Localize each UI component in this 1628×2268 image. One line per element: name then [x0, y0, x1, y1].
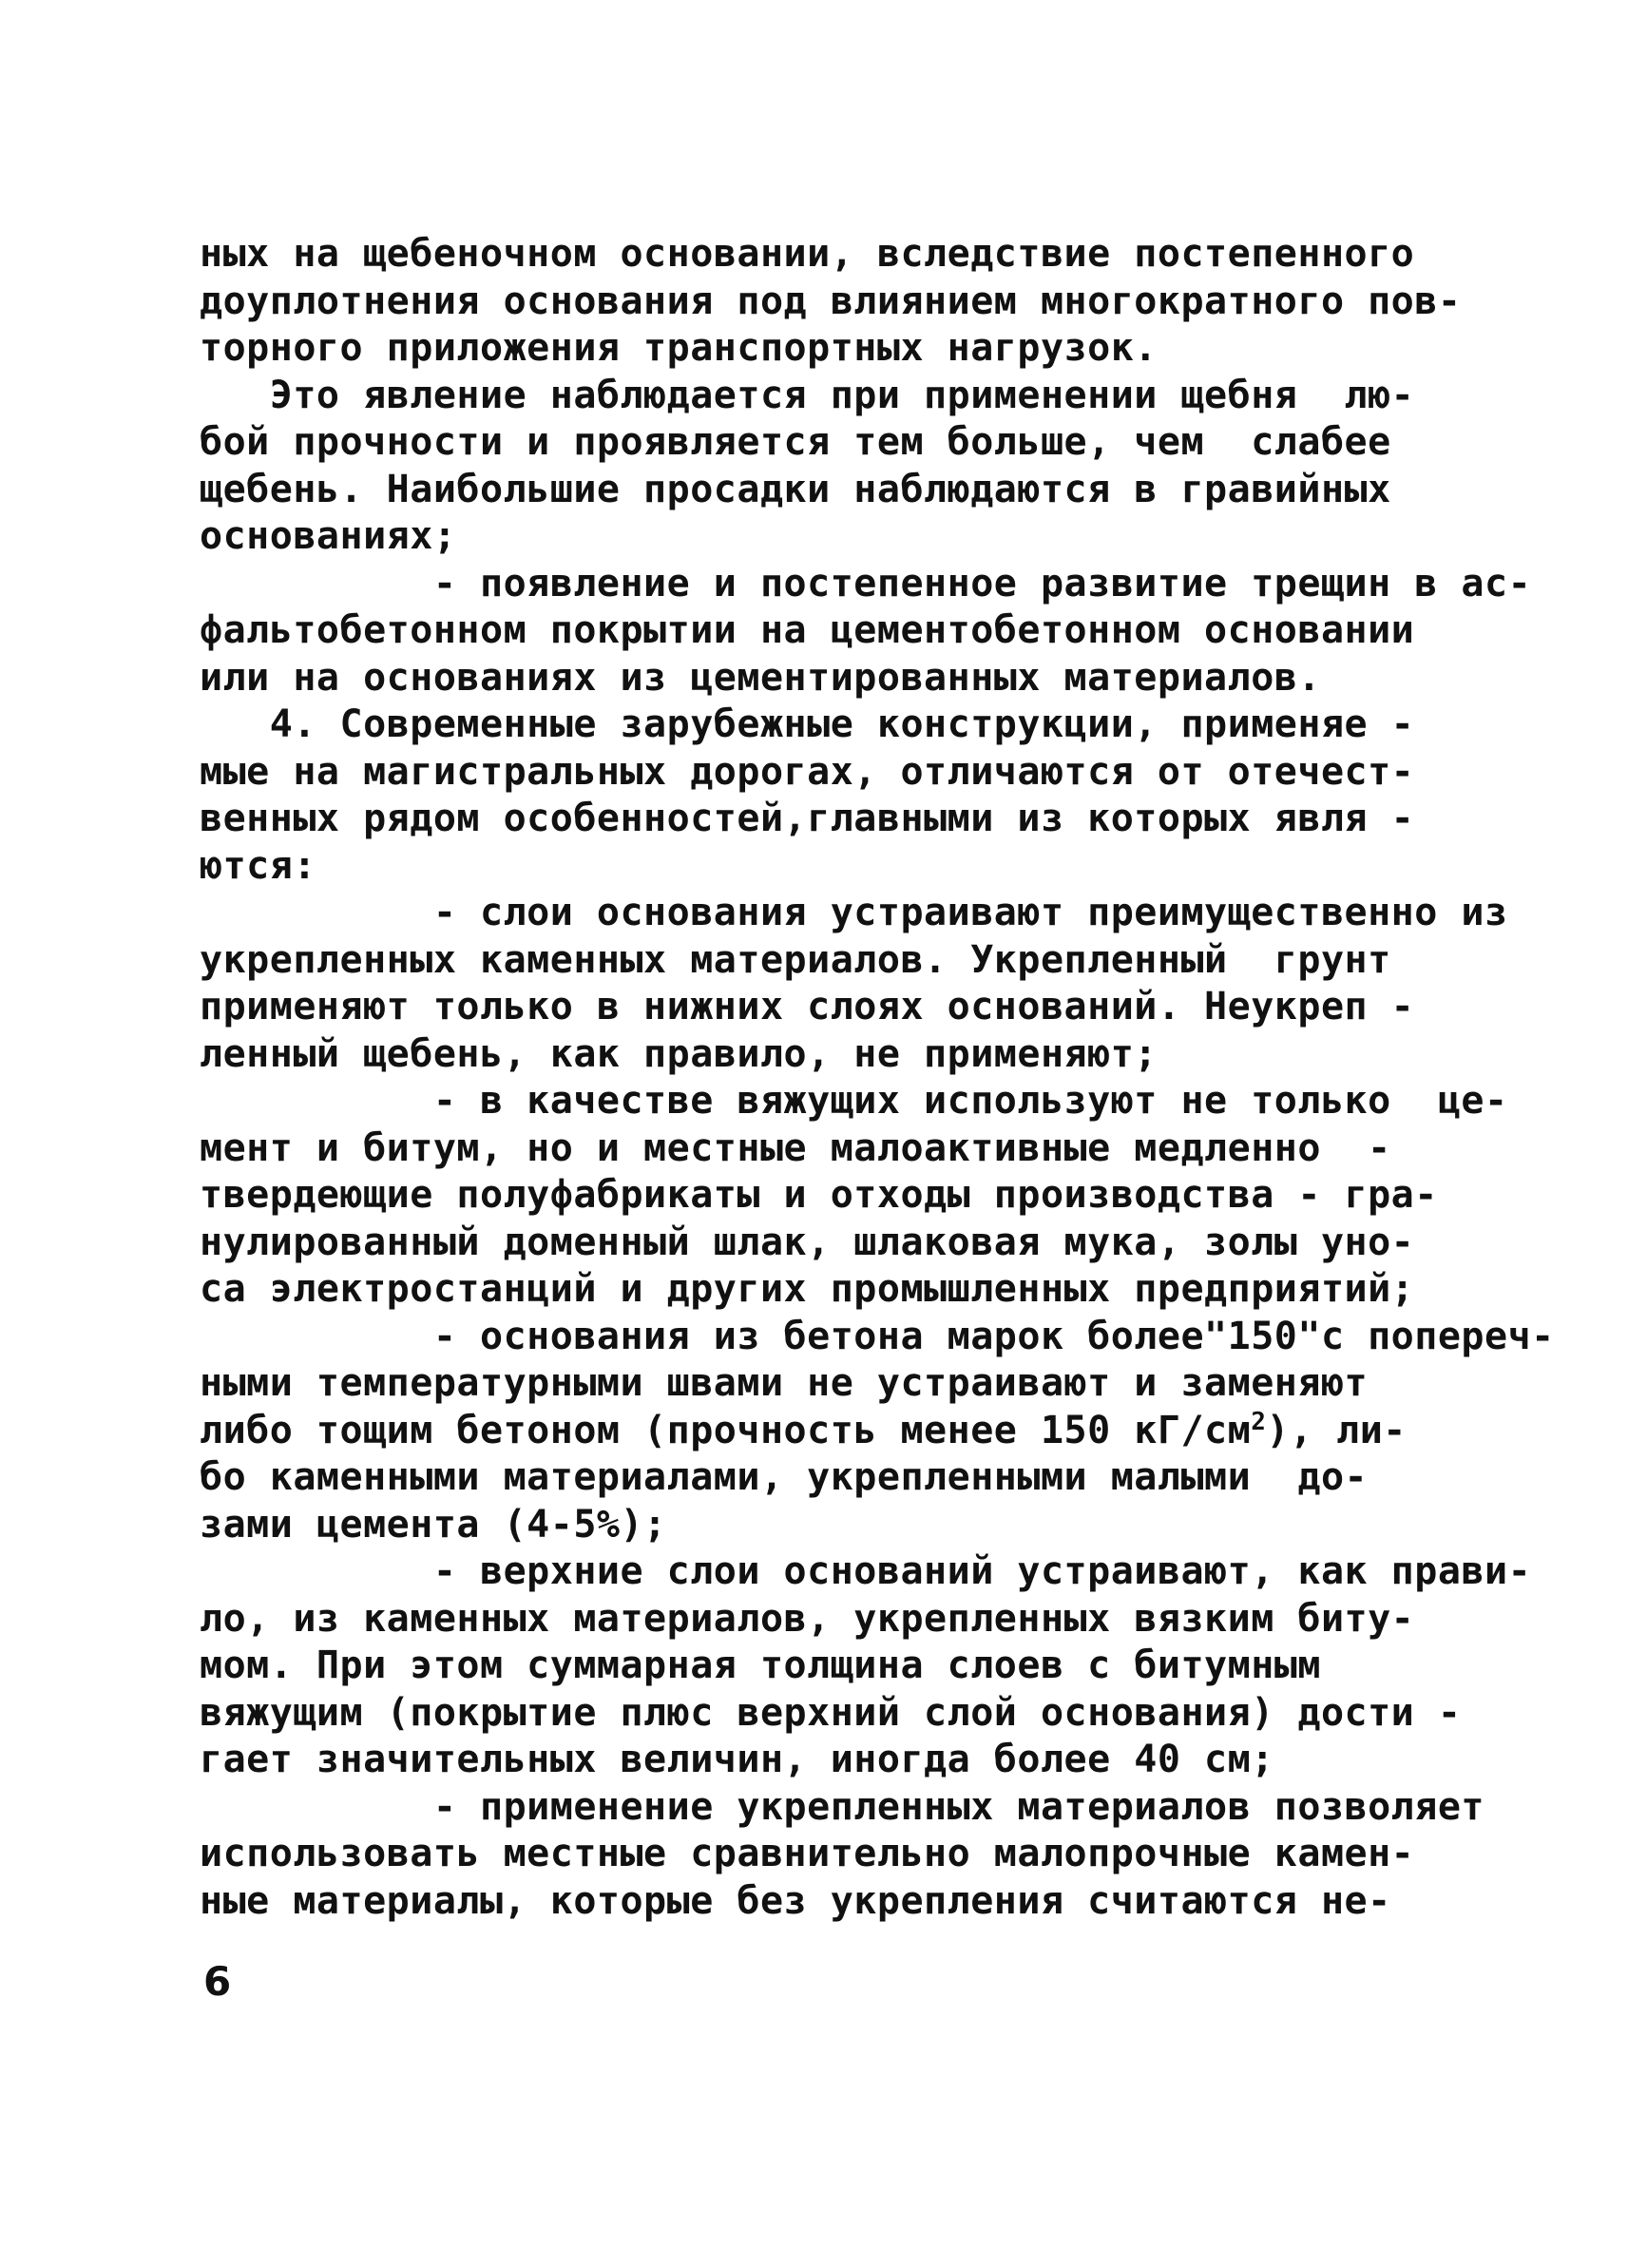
text-line: мент и битум, но и местные малоактивные медленно - [200, 1125, 1391, 1170]
text-line: вяжущим (покрытие плюс верхний слой основания) дости - [200, 1690, 1462, 1735]
text-line: бой прочности и проявляется тем больше, чем слабее [200, 420, 1391, 464]
text-line: - слои основания устраивают преимущественно из [200, 891, 1508, 934]
text-line: бо каменными материалами, укрепленными малыми до- [200, 1455, 1369, 1499]
text-line: - основания из бетона марок более"150"с попереч- [200, 1314, 1555, 1358]
text-line: или на основаниях из цементированных материалов. [200, 655, 1321, 700]
text-line: основаниях; [200, 514, 457, 558]
text-line: фальтобетонном покрытии на цементобетонном основании [200, 608, 1415, 652]
text-line: торного приложения транспортных нагрузок. [200, 326, 1158, 370]
text-line-end: ), ли- [1266, 1408, 1407, 1452]
text-line: - в качестве вяжущих используют не только це- [200, 1079, 1508, 1123]
text-line: са электростанций и других промышленных предприятий; [200, 1267, 1415, 1311]
body-text [200, 231, 1555, 1925]
text-line: ных на щебеночном основании, вследствие постепенного [200, 232, 1415, 276]
text-line: венных рядом особенностей,главными из которых явля - [200, 797, 1415, 840]
text-line: зами цемента (4-5%); [200, 1502, 667, 1547]
text-line: ные материалы, которые без укрепления считаются не- [200, 1878, 1391, 1923]
unit-superscript: 2 [1251, 1407, 1267, 1436]
text-line: Это явление наблюдается при применении щебня лю- [200, 373, 1415, 417]
text-line: ются: [200, 843, 316, 888]
text-line: ленный щебень, как правило, не применяют; [200, 1031, 1158, 1076]
text-line: применяют только в нижних слоях оснований. Неукреп - [200, 985, 1415, 1028]
text-line: твердеющие полуфабрикаты и отходы производства - гра- [200, 1173, 1438, 1217]
text-line-with-superscript [200, 1408, 1435, 1455]
text-line: нулированный доменный шлак, шлаковая мука, золы уно- [200, 1220, 1415, 1264]
text-line: мые на магистральных дорогах, отличаются от отечест- [200, 749, 1415, 794]
text-line: ными температурными швами не устраивают и заменяют [200, 1361, 1369, 1405]
text-line: 4. Современные зарубежные конструкции, применяе - [200, 702, 1415, 746]
text-line: ло, из каменных материалов, укрепленных вязким биту- [200, 1596, 1415, 1641]
text-line: - применение укрепленных материалов позволяет [200, 1784, 1485, 1829]
text-line: - верхние слои оснований устраивают, как прави- [200, 1549, 1532, 1593]
text-line: - появление и постепенное развитие трещин в ас- [200, 561, 1532, 605]
text-line-start: либо тощим бетоном (прочность менее 150 кГ/см [200, 1408, 1252, 1452]
text-line: доуплотнения основания под влиянием многократного пов- [200, 279, 1462, 323]
text-line: мом. При этом суммарная толщина слоев с битумным [200, 1643, 1321, 1687]
text-line: щебень. Наибольшие просадки наблюдаются в гравийных [200, 467, 1391, 511]
text-line: гает значительных величин, иногда более 40 см; [200, 1738, 1274, 1781]
page-number: 6 [203, 1958, 232, 2005]
text-line: укрепленных каменных материалов. Укрепленный грунт [200, 937, 1391, 982]
text-line: использовать местные сравнительно малопрочные камен- [200, 1832, 1415, 1875]
